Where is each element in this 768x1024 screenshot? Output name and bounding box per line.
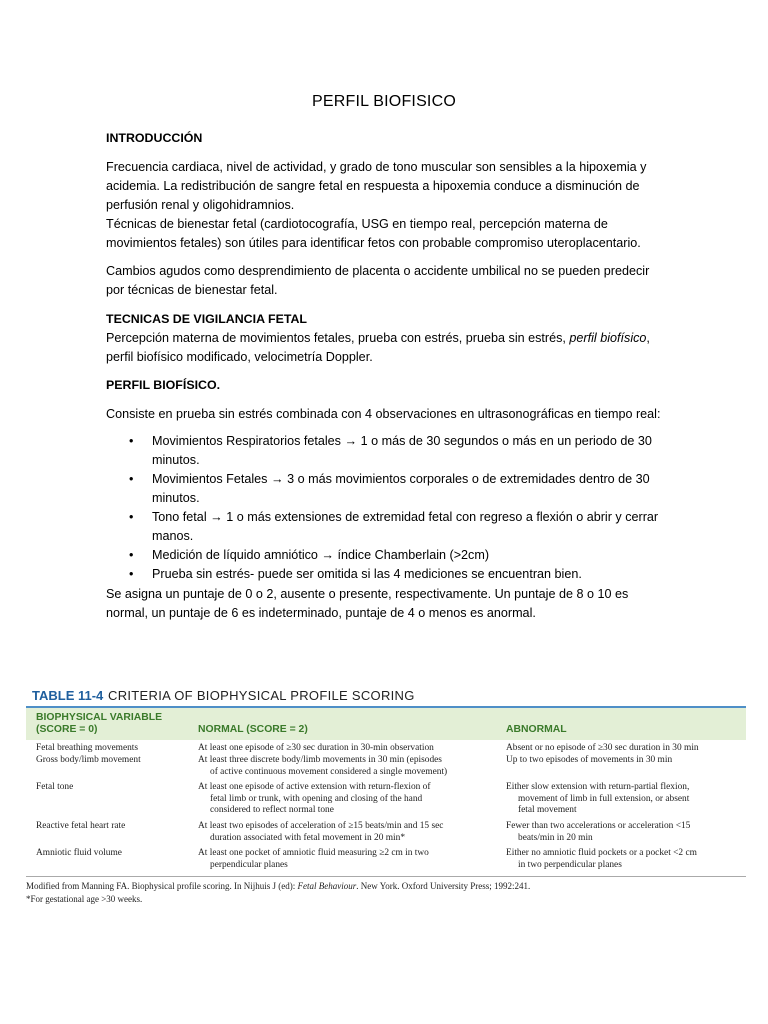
table-header (26, 686, 746, 708)
vigilancia-paragraph (106, 329, 666, 367)
perfil-heading: PERFIL BIOFÍSICO. (106, 378, 221, 392)
vigilancia-text-after: , perfil biofísico modificado, velocimetría Doppler. (106, 331, 650, 364)
table-cell-variable: Amniotic fluid volume (36, 848, 122, 858)
table-cell-variable: Fetal tone (36, 782, 74, 792)
table-cell-normal (198, 848, 429, 871)
cell-line: movement of limb in full extension, or absent (518, 793, 690, 804)
bullet-icon: • (129, 434, 134, 448)
cell-line: Absent or no episode of ≥30 sec duration in 30 min (506, 743, 699, 753)
table-cell-variable: Fetal breathing movements (36, 743, 139, 753)
bullet-text: Movimientos Fetales → 3 o más movimientos corporales o de extremidades dentro de 30 minutos. (152, 472, 650, 505)
table-cell-abnormal (506, 743, 699, 755)
perfil-closing: Se asigna un puntaje de 0 o 2, ausente o presente, respectivamente. Un puntaje de 8 o 10 es normal, un puntaje de 6 es indeterminado, puntaje de 4 o menos es anormal. (106, 587, 629, 620)
cell-line: fetal limb or trunk, with opening and closing of the hand (210, 793, 423, 804)
perfil-bullet-list (106, 432, 666, 584)
table-title: CRITERIA OF BIOPHYSICAL PROFILE SCORING (108, 688, 415, 703)
table-footnote-gestational: *For gestational age >30 weeks. (26, 894, 143, 904)
cell-line: At least two episodes of acceleration of ≥15 beats/min and 15 sec (198, 821, 444, 831)
perfil-intro-block (106, 405, 666, 424)
table-cell-normal (198, 743, 434, 755)
cell-line: in two perpendicular planes (518, 859, 622, 870)
cell-line: Up to two episodes of movements in 30 min (506, 755, 673, 765)
intro-heading (106, 129, 666, 148)
table-cell-variable: Gross body/limb movement (36, 755, 141, 765)
cell-line: duration associated with fetal movement in 20 min* (210, 832, 406, 843)
table-cell-abnormal (506, 782, 689, 817)
table-cell-abnormal (506, 755, 672, 767)
cell-line: fetal movement (518, 805, 577, 816)
table-cell-normal (198, 782, 430, 817)
table-cell-abnormal (506, 848, 697, 871)
bullet-icon: • (129, 548, 134, 562)
bullet-text: Tono fetal → 1 o más extensiones de extremidad fetal con regreso a flexión o abrir y cerrar manos. (152, 510, 659, 543)
table-cell-normal (198, 821, 443, 844)
list-item (106, 508, 666, 546)
table-footnote-source (26, 881, 530, 891)
table-bottom-rule (26, 876, 746, 877)
cell-line: At least one pocket of amniotic fluid measuring ≥2 cm in two (198, 848, 429, 858)
bullet-text: Prueba sin estrés- puede ser omitida si las 4 mediciones se encuentran bien. (152, 567, 582, 581)
list-item (106, 432, 666, 470)
vigilancia-section (106, 310, 666, 367)
bullet-icon: • (129, 567, 134, 581)
footnote-source-before: Modified from Manning FA. Biophysical profile scoring. In Nijhuis J (ed): (26, 881, 298, 891)
intro-paragraph-1-block (106, 158, 666, 253)
cell-line: considered to reflect normal tone (210, 805, 334, 816)
intro-heading-text: INTRODUCCIÓN (106, 131, 203, 145)
list-item (106, 470, 666, 508)
cell-line: At least one episode of active extension with return-flexion of (198, 782, 431, 792)
column-header-variable (36, 712, 162, 736)
intro-paragraph-3: Cambios agudos como desprendimiento de placenta o accidente umbilical no se pueden predecir por técnicas de bienestar fetal. (106, 264, 650, 297)
intro-paragraph-3-block (106, 262, 666, 300)
cell-line: beats/min in 20 min (518, 832, 593, 843)
table-tag: TABLE 11-4 (32, 688, 104, 703)
perfil-intro: Consiste en prueba sin estrés combinada con 4 observaciones en ultrasonográficas en tiempo real: (106, 407, 661, 421)
document-title: PERFIL BIOFISICO (312, 93, 456, 110)
list-item (106, 565, 666, 584)
cell-line: perpendicular planes (210, 859, 288, 870)
cell-line: Either no amniotic fluid pockets or a pocket <2 cm (506, 848, 697, 858)
column-header-variable-line1: BIOPHYSICAL VARIABLE (36, 712, 163, 723)
cell-line: At least three discrete body/limb movements in 30 min (episodes (198, 755, 442, 765)
column-header-variable-line2: (SCORE = 0) (36, 724, 98, 735)
vigilancia-heading: TECNICAS DE VIGILANCIA FETAL (106, 312, 308, 326)
intro-paragraph-2: Técnicas de bienestar fetal (cardiotocografía, USG en tiempo real, percepción materna de movimientos fetales) son útiles para identificar fetos con probable compromiso uteroplacentario. (106, 217, 641, 250)
cell-line: At least one episode of ≥30 sec duration in 30-min observation (198, 743, 434, 753)
column-header-normal: NORMAL (SCORE = 2) (198, 724, 308, 735)
cell-line: of active continuous movement considered a single movement) (210, 766, 448, 777)
vigilancia-text-italic: perfil biofísico (569, 331, 647, 345)
cell-line: Fewer than two accelerations or acceleration <15 (506, 821, 691, 831)
perfil-heading-block (106, 376, 666, 395)
bullet-icon: • (129, 510, 134, 524)
bullet-text: Movimientos Respiratorios fetales → 1 o más de 30 segundos o más en un periodo de 30 minutos. (152, 434, 652, 467)
footnote-source-italic: Fetal Behaviour (297, 881, 357, 891)
list-item (106, 546, 666, 565)
intro-paragraph-1: Frecuencia cardiaca, nivel de actividad, y grado de tono muscular son sensibles a la hipoxemia y acidemia. La redistribución de sangre fetal en respuesta a hipoxemia conduce a disminución de perfusión renal y oligohidramnios. (106, 160, 647, 212)
bullet-text: Medición de líquido amniótico → índice Chamberlain (>2cm) (152, 548, 490, 562)
column-header-abnormal: ABNORMAL (506, 724, 567, 735)
table-cell-normal (198, 755, 447, 778)
table-cell-variable: Reactive fetal heart rate (36, 821, 126, 831)
bullet-icon: • (129, 472, 134, 486)
perfil-closing-block (106, 585, 666, 623)
cell-line: Either slow extension with return-partial flexion, (506, 782, 690, 792)
table-column-header (26, 708, 746, 740)
vigilancia-text-before: Percepción materna de movimientos fetales, prueba con estrés, prueba sin estrés, (106, 331, 570, 345)
footnote-source-after: . New York. Oxford University Press; 1992:241. (356, 881, 531, 891)
table-cell-abnormal (506, 821, 690, 844)
table-body (26, 740, 746, 874)
